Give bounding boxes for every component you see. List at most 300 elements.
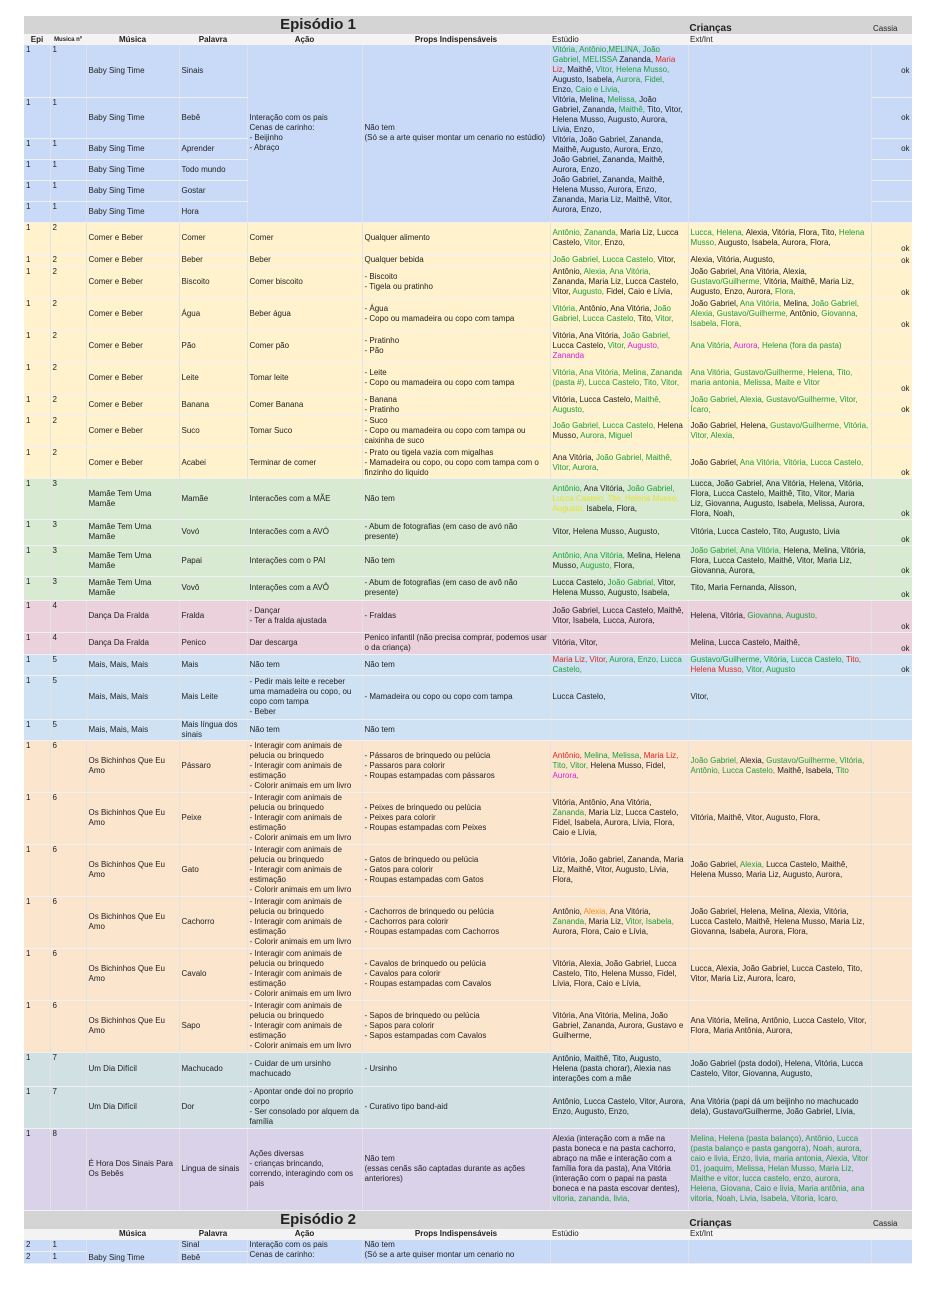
musica-num-cell[interactable]: 5 (50, 675, 86, 719)
musica-num-cell[interactable]: 5 (50, 654, 86, 675)
ext-cell[interactable] (688, 1128, 871, 1210)
estudio-cell[interactable] (550, 948, 688, 1000)
palavra-cell[interactable]: Mais Leite (179, 675, 247, 719)
ok-cell[interactable] (871, 415, 912, 447)
acao-cell[interactable]: - Interagir com animais de pelucia ou brinquedo - Interagir com animais de estimação - Colorir animais em um livro (247, 1000, 362, 1052)
epi-cell[interactable]: 2 (24, 1240, 50, 1252)
ok-cell[interactable]: ok (871, 362, 912, 394)
acao-cell[interactable]: - Interagir com animais de pelucia ou brinquedo - Interagir com animais de estimação - Colorir animais em um livro (247, 896, 362, 948)
estudio-cell[interactable] (550, 632, 688, 654)
header-palavra[interactable]: Palavra (179, 34, 247, 45)
epi-cell[interactable]: 1 (24, 1000, 50, 1052)
musica-num-cell[interactable]: 6 (50, 896, 86, 948)
props-cell[interactable]: - Cachorros de brinquedo ou pelúcia - Cachorros para colorir - Roupas estampadas com Cachorros (362, 896, 550, 948)
acao-cell[interactable]: Interações com o PAI (247, 545, 362, 576)
palavra-cell[interactable]: Gostar (179, 180, 247, 201)
acao-cell[interactable]: Não tem (247, 719, 362, 740)
acao-cell[interactable]: Comer pão (247, 330, 362, 362)
acao-cell[interactable]: - Pedir mais leite e receber uma mamadeira ou copo, ou copo com tampa - Beber (247, 675, 362, 719)
props-cell[interactable]: Não tem (Só se a arte quiser montar um cenario no (362, 1240, 550, 1264)
epi-cell[interactable]: 1 (24, 632, 50, 654)
props-cell[interactable]: - Pratinho - Pão (362, 330, 550, 362)
episode-title[interactable]: Episódio 2 (86, 1210, 550, 1229)
palavra-cell[interactable]: Biscoito (179, 266, 247, 298)
header-empty-last[interactable] (871, 34, 912, 45)
ok-cell[interactable]: ok (871, 519, 912, 545)
ok-cell[interactable]: ok (871, 97, 912, 138)
epi-cell[interactable]: 1 (24, 719, 50, 740)
ok-cell[interactable] (871, 1052, 912, 1086)
palavra-cell[interactable]: Gato (179, 844, 247, 896)
props-cell[interactable]: - Leite - Copo ou mamadeira ou copo com tampa (362, 362, 550, 394)
palavra-cell[interactable]: Cavalo (179, 948, 247, 1000)
palavra-cell[interactable]: Aprender (179, 138, 247, 159)
header-empty-last[interactable] (871, 1229, 912, 1240)
props-cell[interactable]: Não tem (Só se a arte quiser montar um cenario no estúdio) (362, 45, 550, 222)
estudio-cell[interactable] (550, 896, 688, 948)
musica-cell[interactable]: Mais, Mais, Mais (86, 719, 179, 740)
acao-cell[interactable]: - Dançar - Ter a fralda ajustada (247, 600, 362, 632)
episode-title[interactable]: Episódio 1 (86, 16, 550, 34)
ext-cell[interactable] (688, 600, 871, 632)
musica-cell[interactable]: Mamãe Tem Uma Mamãe (86, 519, 179, 545)
epi-cell[interactable]: 1 (24, 600, 50, 632)
epi-cell[interactable]: 1 (24, 519, 50, 545)
ok-cell[interactable]: ok (871, 394, 912, 415)
musica-cell[interactable]: Baby Sing Time (86, 180, 179, 201)
musica-cell[interactable]: Baby Sing Time (86, 201, 179, 222)
acao-cell[interactable]: - Apontar onde doi no proprio corpo - Ser consolado por alquem da família (247, 1086, 362, 1128)
musica-num-cell[interactable]: 1 (50, 201, 86, 222)
ext-cell[interactable] (688, 394, 871, 415)
ext-cell[interactable] (688, 1086, 871, 1128)
props-cell[interactable]: Não tem (362, 654, 550, 675)
musica-num-cell[interactable]: 1 (50, 1252, 86, 1264)
estudio-cell[interactable] (550, 447, 688, 478)
ok-cell[interactable] (871, 159, 912, 180)
acao-cell[interactable]: Tomar Suco (247, 415, 362, 447)
musica-cell[interactable]: Comer e Beber (86, 415, 179, 447)
musica-cell[interactable]: Os Bichinhos Que Eu Amo (86, 948, 179, 1000)
musica-num-cell[interactable]: 6 (50, 792, 86, 844)
musica-cell[interactable]: É Hora Dos Sinais Para Os Bebês (86, 1128, 179, 1210)
musica-num-cell[interactable]: 3 (50, 519, 86, 545)
acao-cell[interactable]: Interações com a AVÔ (247, 576, 362, 600)
acao-cell[interactable]: Interação com os pais Cenas de carinho: - Beijinho - Abraço (247, 45, 362, 222)
ok-cell[interactable] (871, 896, 912, 948)
estudio-cell[interactable] (550, 266, 688, 298)
ext-cell[interactable] (688, 254, 871, 266)
estudio-cell[interactable] (550, 394, 688, 415)
palavra-cell[interactable]: Suco (179, 415, 247, 447)
ext-cell[interactable] (688, 545, 871, 576)
musica-num-cell[interactable]: 2 (50, 254, 86, 266)
props-cell[interactable]: - Pássaros de brinquedo ou pelúcia - Passaros para colorir - Roupas estampadas com pássaros (362, 740, 550, 792)
musica-cell[interactable]: Baby Sing Time (86, 138, 179, 159)
musica-cell[interactable]: Comer e Beber (86, 330, 179, 362)
ext-cell[interactable] (688, 896, 871, 948)
header-estudio[interactable]: Estúdio (550, 1229, 688, 1240)
cassia-label[interactable]: Cassia (871, 1210, 912, 1229)
ext-cell[interactable] (688, 1000, 871, 1052)
musica-cell[interactable]: Baby Sing Time (86, 45, 179, 97)
props-cell[interactable]: Não tem (362, 478, 550, 519)
acao-cell[interactable]: Tomar leite (247, 362, 362, 394)
estudio-cell[interactable] (550, 330, 688, 362)
musica-num-cell[interactable]: 1 (50, 97, 86, 138)
ext-cell[interactable] (688, 719, 871, 740)
cassia-label[interactable]: Cassia (871, 16, 912, 34)
acao-cell[interactable]: Interacões com a AVÓ (247, 519, 362, 545)
estudio-cell[interactable] (550, 298, 688, 330)
estudio-cell[interactable] (550, 1052, 688, 1086)
props-cell[interactable]: - Água - Copo ou mamadeira ou copo com tampa (362, 298, 550, 330)
ok-cell[interactable] (871, 330, 912, 362)
ok-cell[interactable] (871, 740, 912, 792)
estudio-cell[interactable] (550, 519, 688, 545)
acao-cell[interactable]: - Interagir com animais de pelucia ou brinquedo - Interagir com animais de estimação - Colorir animais em um livro (247, 740, 362, 792)
props-cell[interactable]: - Prato ou tigela vazia com migalhas - Mamadeira ou copo, ou copo com tampa com o finzinho do liquido (362, 447, 550, 478)
ext-cell[interactable] (688, 45, 871, 222)
musica-cell[interactable]: Comer e Beber (86, 362, 179, 394)
estudio-cell[interactable] (550, 844, 688, 896)
ext-cell[interactable] (688, 632, 871, 654)
estudio-cell[interactable] (550, 362, 688, 394)
props-cell[interactable]: Não tem (362, 719, 550, 740)
musica-cell[interactable]: Os Bichinhos Que Eu Amo (86, 896, 179, 948)
ok-cell[interactable] (871, 948, 912, 1000)
props-cell[interactable]: - Abum de fotografias (em caso de avó não presente) (362, 519, 550, 545)
palavra-cell[interactable]: Lingua de sinais (179, 1128, 247, 1210)
epi-cell[interactable]: 1 (24, 330, 50, 362)
acao-cell[interactable]: Interacões com a MÃE (247, 478, 362, 519)
estudio-cell[interactable] (550, 600, 688, 632)
palavra-cell[interactable]: Leite (179, 362, 247, 394)
epi-cell[interactable]: 1 (24, 159, 50, 180)
acao-cell[interactable]: Terminar de comer (247, 447, 362, 478)
acao-cell[interactable]: Comer biscoito (247, 266, 362, 298)
palavra-cell[interactable]: Vovô (179, 576, 247, 600)
epi-cell[interactable]: 1 (24, 1052, 50, 1086)
ext-cell[interactable] (688, 362, 871, 394)
ok-cell[interactable] (871, 792, 912, 844)
musica-cell[interactable]: Comer e Beber (86, 447, 179, 478)
musica-num-cell[interactable]: 2 (50, 266, 86, 298)
spacer[interactable] (24, 1210, 86, 1229)
ext-cell[interactable] (688, 844, 871, 896)
estudio-cell[interactable] (550, 792, 688, 844)
musica-num-cell[interactable]: 5 (50, 719, 86, 740)
estudio-cell[interactable] (550, 45, 688, 222)
estudio-cell[interactable] (550, 675, 688, 719)
musica-num-cell[interactable]: 6 (50, 1000, 86, 1052)
ext-cell[interactable] (688, 298, 871, 330)
spacer[interactable] (24, 16, 86, 34)
musica-cell[interactable]: Comer e Beber (86, 222, 179, 254)
ext-cell[interactable] (688, 654, 871, 675)
musica-cell[interactable]: Mais, Mais, Mais (86, 654, 179, 675)
header-ext[interactable]: Ext/Int (688, 34, 871, 45)
musica-num-cell[interactable]: 6 (50, 740, 86, 792)
palavra-cell[interactable]: Acabei (179, 447, 247, 478)
acao-cell[interactable]: - Interagir com animais de pelucia ou brinquedo - Interagir com animais de estimação - Colorir animais em um livro (247, 792, 362, 844)
ok-cell[interactable]: ok (871, 138, 912, 159)
musica-num-cell[interactable]: 7 (50, 1052, 86, 1086)
epi-cell[interactable]: 1 (24, 45, 50, 97)
ext-cell[interactable] (688, 740, 871, 792)
musica-cell[interactable]: Os Bichinhos Que Eu Amo (86, 792, 179, 844)
palavra-cell[interactable]: Comer (179, 222, 247, 254)
epi-cell[interactable]: 1 (24, 896, 50, 948)
palavra-cell[interactable]: Peixe (179, 792, 247, 844)
ok-cell[interactable] (871, 844, 912, 896)
acao-cell[interactable]: - Interagir com animais de pelucia ou brinquedo - Interagir com animais de estimação - Colorir animais em um livro (247, 948, 362, 1000)
acao-cell[interactable]: Comer Banana (247, 394, 362, 415)
palavra-cell[interactable]: Papai (179, 545, 247, 576)
musica-num-cell[interactable]: 8 (50, 1128, 86, 1210)
musica-num-cell[interactable]: 2 (50, 298, 86, 330)
ok-cell[interactable] (871, 1086, 912, 1128)
epi-cell[interactable]: 1 (24, 948, 50, 1000)
epi-cell[interactable]: 1 (24, 138, 50, 159)
palavra-cell[interactable]: Vovó (179, 519, 247, 545)
estudio-cell[interactable] (550, 254, 688, 266)
ext-cell[interactable] (688, 447, 871, 478)
ok-cell[interactable] (871, 1240, 912, 1264)
palavra-cell[interactable]: Mais (179, 654, 247, 675)
props-cell[interactable]: - Gatos de brinquedo ou pelúcia - Gatos para colorir - Roupas estampadas com Gatos (362, 844, 550, 896)
musica-num-cell[interactable]: 2 (50, 447, 86, 478)
props-cell[interactable]: Não tem (362, 545, 550, 576)
epi-cell[interactable]: 1 (24, 447, 50, 478)
estudio-cell[interactable] (550, 719, 688, 740)
estudio-cell[interactable] (550, 478, 688, 519)
header-acao[interactable]: Ação (247, 34, 362, 45)
epi-cell[interactable]: 1 (24, 675, 50, 719)
estudio-cell[interactable] (550, 654, 688, 675)
criancas-label[interactable]: Crianças (550, 1210, 871, 1229)
acao-cell[interactable]: Comer (247, 222, 362, 254)
musica-num-cell[interactable]: 2 (50, 222, 86, 254)
header-palavra[interactable]: Palavra (179, 1229, 247, 1240)
props-cell[interactable]: Penico infantil (não precisa comprar, podemos usar o da criança) (362, 632, 550, 654)
palavra-cell[interactable]: Mais língua dos sinais (179, 719, 247, 740)
ext-cell[interactable] (688, 519, 871, 545)
ok-cell[interactable]: ok (871, 632, 912, 654)
estudio-cell[interactable] (550, 545, 688, 576)
epi-cell[interactable]: 2 (24, 1252, 50, 1264)
musica-cell[interactable]: Baby Sing Time (86, 1240, 179, 1264)
musica-num-cell[interactable]: 4 (50, 600, 86, 632)
palavra-cell[interactable]: Banana (179, 394, 247, 415)
acao-cell[interactable]: Não tem (247, 654, 362, 675)
props-cell[interactable]: - Abum de fotografias (em caso de avô não presente) (362, 576, 550, 600)
musica-num-cell[interactable]: 6 (50, 844, 86, 896)
props-cell[interactable]: - Curativo tipo band-aid (362, 1086, 550, 1128)
acao-cell[interactable]: - Interagir com animais de pelucia ou brinquedo - Interagir com animais de estimação - Colorir animais em um livro (247, 844, 362, 896)
ok-cell[interactable]: ok (871, 254, 912, 266)
header-props[interactable]: Props Indispensáveis (362, 34, 550, 45)
palavra-cell[interactable]: Pássaro (179, 740, 247, 792)
ok-cell[interactable]: ok (871, 447, 912, 478)
musica-cell[interactable]: Dança Da Fralda (86, 632, 179, 654)
epi-cell[interactable]: 1 (24, 576, 50, 600)
palavra-cell[interactable]: Mamãe (179, 478, 247, 519)
epi-cell[interactable]: 1 (24, 97, 50, 138)
estudio-cell[interactable] (550, 1086, 688, 1128)
estudio-cell[interactable] (550, 1240, 688, 1264)
musica-cell[interactable]: Um Dia Difícil (86, 1086, 179, 1128)
header-empty[interactable] (24, 1229, 86, 1240)
ext-cell[interactable] (688, 222, 871, 254)
palavra-cell[interactable]: Cachorro (179, 896, 247, 948)
musica-num-cell[interactable]: 2 (50, 415, 86, 447)
header-acao[interactable]: Ação (247, 1229, 362, 1240)
epi-cell[interactable]: 1 (24, 545, 50, 576)
ok-cell[interactable] (871, 201, 912, 222)
epi-cell[interactable]: 1 (24, 415, 50, 447)
musica-num-cell[interactable]: 2 (50, 362, 86, 394)
palavra-cell[interactable]: Fralda (179, 600, 247, 632)
epi-cell[interactable]: 1 (24, 266, 50, 298)
ok-cell[interactable]: ok (871, 478, 912, 519)
palavra-cell[interactable]: Bebê (179, 97, 247, 138)
epi-cell[interactable]: 1 (24, 792, 50, 844)
musica-cell[interactable]: Baby Sing Time (86, 97, 179, 138)
ok-cell[interactable]: ok (871, 45, 912, 97)
palavra-cell[interactable]: Todo mundo (179, 159, 247, 180)
ext-cell[interactable] (688, 1052, 871, 1086)
ext-cell[interactable] (688, 415, 871, 447)
palavra-cell[interactable]: Beber (179, 254, 247, 266)
musica-cell[interactable]: Os Bichinhos Que Eu Amo (86, 1000, 179, 1052)
props-cell[interactable]: Qualquer bebida (362, 254, 550, 266)
musica-cell[interactable]: Os Bichinhos Que Eu Amo (86, 740, 179, 792)
musica-num-cell[interactable]: 3 (50, 478, 86, 519)
ok-cell[interactable]: ok (871, 576, 912, 600)
props-cell[interactable]: - Peixes de brinquedo ou pelúcia - Peixes para colorir - Roupas estampadas com Peixes (362, 792, 550, 844)
ok-cell[interactable]: ok (871, 266, 912, 298)
epi-cell[interactable]: 1 (24, 654, 50, 675)
props-cell[interactable]: - Suco - Copo ou mamadeira ou copo com tampa ou caixinha de suco (362, 415, 550, 447)
epi-cell[interactable]: 1 (24, 254, 50, 266)
props-cell[interactable]: - Banana - Pratinho (362, 394, 550, 415)
props-cell[interactable]: Qualquer alimento (362, 222, 550, 254)
epi-cell[interactable]: 1 (24, 201, 50, 222)
palavra-cell[interactable]: Água (179, 298, 247, 330)
epi-cell[interactable]: 1 (24, 180, 50, 201)
props-cell[interactable]: - Mamadeira ou copo ou copo com tampa (362, 675, 550, 719)
acao-cell[interactable]: Beber água (247, 298, 362, 330)
palavra-cell[interactable]: Hora (179, 201, 247, 222)
props-cell[interactable]: Não tem (essas cenãs são captadas durante as ações anteriores) (362, 1128, 550, 1210)
musica-cell[interactable]: Um Dia Difícil (86, 1052, 179, 1086)
estudio-cell[interactable] (550, 1000, 688, 1052)
epi-cell[interactable]: 1 (24, 362, 50, 394)
musica-cell[interactable]: Mais, Mais, Mais (86, 675, 179, 719)
acao-cell[interactable]: Ações diversas - crianças brincando, correndo, interagindo com os pais (247, 1128, 362, 1210)
ok-cell[interactable]: ok (871, 298, 912, 330)
header-musica[interactable]: Música (86, 34, 179, 45)
criancas-label[interactable]: Crianças (550, 16, 871, 34)
musica-cell[interactable]: Baby Sing Time (86, 159, 179, 180)
acao-cell[interactable]: - Cuidar de um ursinho machucado (247, 1052, 362, 1086)
ok-cell[interactable] (871, 1000, 912, 1052)
ext-cell[interactable] (688, 792, 871, 844)
musica-cell[interactable]: Dança Da Fralda (86, 600, 179, 632)
ok-cell[interactable] (871, 1128, 912, 1210)
epi-cell[interactable]: 1 (24, 222, 50, 254)
ext-cell[interactable] (688, 330, 871, 362)
palavra-cell[interactable]: Sapo (179, 1000, 247, 1052)
props-cell[interactable]: - Ursinho (362, 1052, 550, 1086)
musica-num-cell[interactable]: 2 (50, 394, 86, 415)
estudio-cell[interactable] (550, 415, 688, 447)
musica-num-cell[interactable]: 7 (50, 1086, 86, 1128)
epi-cell[interactable]: 1 (24, 740, 50, 792)
palavra-cell[interactable]: Dor (179, 1086, 247, 1128)
acao-cell[interactable]: Interação com os pais Cenas de carinho: (247, 1240, 362, 1264)
musica-num-cell[interactable]: 1 (50, 1240, 86, 1252)
musica-cell[interactable]: Comer e Beber (86, 254, 179, 266)
ok-cell[interactable] (871, 180, 912, 201)
musica-num-cell[interactable]: 2 (50, 330, 86, 362)
epi-cell[interactable]: 1 (24, 844, 50, 896)
musica-cell[interactable]: Comer e Beber (86, 298, 179, 330)
ok-cell[interactable]: ok (871, 545, 912, 576)
header-epi[interactable]: Epi (24, 34, 50, 45)
musica-cell[interactable]: Mamãe Tem Uma Mamãe (86, 478, 179, 519)
ext-cell[interactable] (688, 1240, 871, 1264)
palavra-cell[interactable]: Penico (179, 632, 247, 654)
props-cell[interactable]: - Sapos de brinquedo ou pelúcia - Sapos para colorir - Sapos estampadas com Cavalos (362, 1000, 550, 1052)
estudio-cell[interactable] (550, 1128, 688, 1210)
estudio-cell[interactable] (550, 740, 688, 792)
epi-cell[interactable]: 1 (24, 298, 50, 330)
header-estudio[interactable]: Estúdio (550, 34, 688, 45)
musica-cell[interactable]: Mamãe Tem Uma Mamãe (86, 545, 179, 576)
palavra-cell[interactable]: Sinal (179, 1240, 247, 1252)
header-musica[interactable]: Música (86, 1229, 179, 1240)
musica-cell[interactable]: Comer e Beber (86, 266, 179, 298)
epi-cell[interactable]: 1 (24, 1128, 50, 1210)
musica-num-cell[interactable]: 6 (50, 948, 86, 1000)
palavra-cell[interactable]: Bebê (179, 1252, 247, 1264)
musica-num-cell[interactable]: 3 (50, 545, 86, 576)
acao-cell[interactable]: Dar descarga (247, 632, 362, 654)
musica-cell[interactable]: Os Bichinhos Que Eu Amo (86, 844, 179, 896)
ext-cell[interactable] (688, 576, 871, 600)
ok-cell[interactable]: ok (871, 654, 912, 675)
ext-cell[interactable] (688, 675, 871, 719)
estudio-cell[interactable] (550, 222, 688, 254)
header-musica-num[interactable]: Musica nº (50, 34, 86, 45)
ok-cell[interactable]: ok (871, 600, 912, 632)
props-cell[interactable]: - Cavalos de brinquedo ou pelúcia - Cavalos para colorir - Roupas estampadas com Cavalos (362, 948, 550, 1000)
ok-cell[interactable] (871, 675, 912, 719)
musica-num-cell[interactable]: 1 (50, 45, 86, 97)
props-cell[interactable]: - Biscoito - Tigela ou pratinho (362, 266, 550, 298)
ok-cell[interactable] (871, 719, 912, 740)
header-ext[interactable]: Ext/Int (688, 1229, 871, 1240)
musica-num-cell[interactable]: 1 (50, 138, 86, 159)
palavra-cell[interactable]: Machucado (179, 1052, 247, 1086)
epi-cell[interactable]: 1 (24, 478, 50, 519)
musica-cell[interactable]: Comer e Beber (86, 394, 179, 415)
epi-cell[interactable]: 1 (24, 394, 50, 415)
epi-cell[interactable]: 1 (24, 1086, 50, 1128)
palavra-cell[interactable]: Pão (179, 330, 247, 362)
